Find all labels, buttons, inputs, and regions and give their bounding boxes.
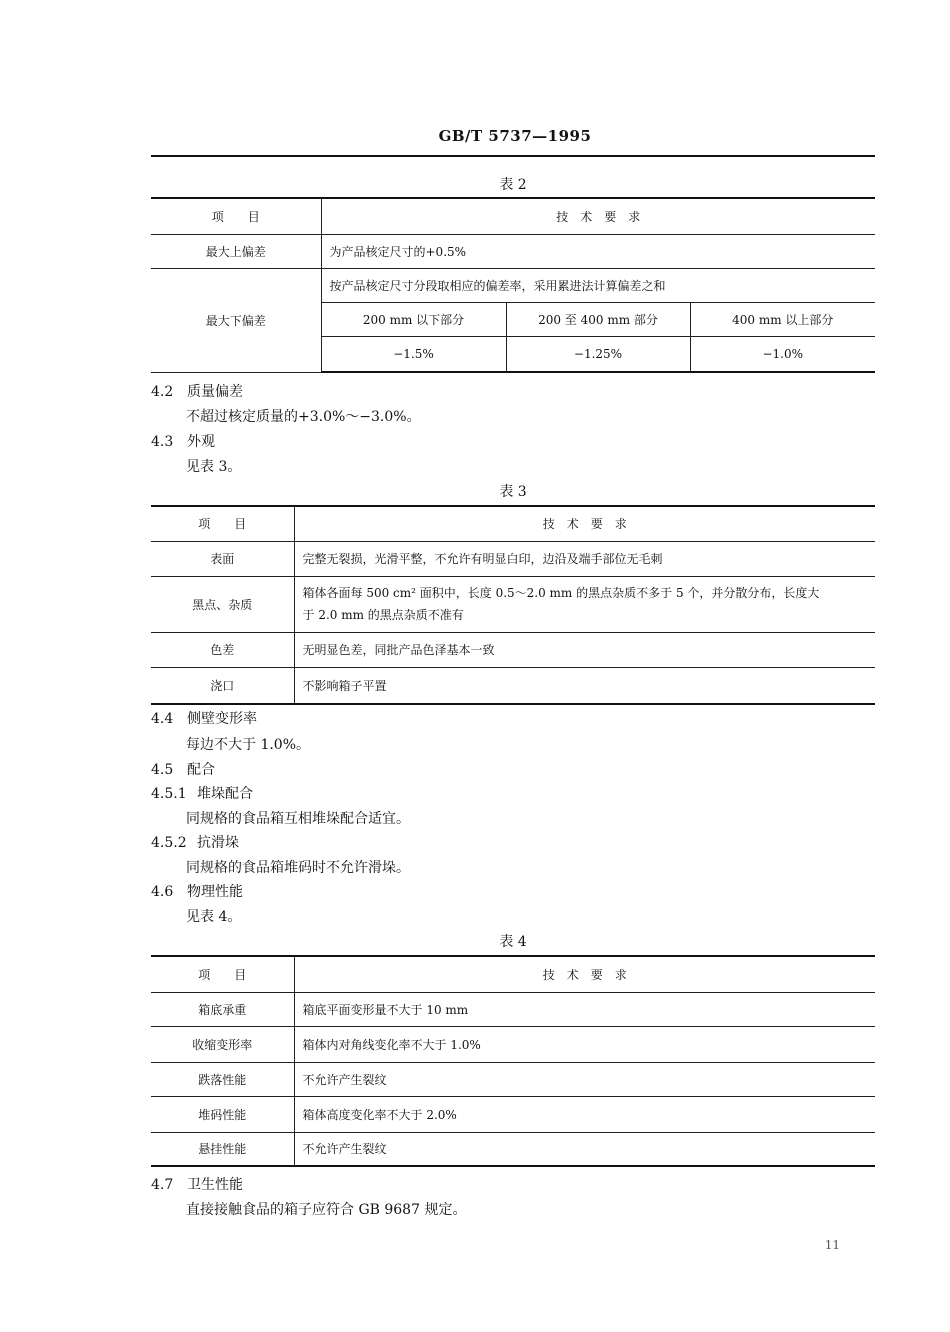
table3-caption: 表 3 bbox=[499, 484, 527, 500]
section-4-3-heading: 4.3 外观 bbox=[151, 434, 215, 450]
table-row bbox=[151, 1132, 875, 1166]
table4 bbox=[151, 955, 875, 1167]
table-row bbox=[151, 576, 875, 632]
header-rule bbox=[151, 155, 875, 157]
table4-req-2: 箱体内对角线变化率不大于 1.0% bbox=[294, 1026, 875, 1062]
section-4-5-heading: 4.5 配合 bbox=[151, 762, 215, 778]
section-4-2-text: 不超过核定质量的+3.0%～−3.0%。 bbox=[186, 409, 421, 425]
table2-req-max-lower: 按产品核定尺寸分段取相应的偏差率，采用累进法计算偏差之和 bbox=[321, 268, 875, 302]
table4-header-req: 技 术 要 求 bbox=[294, 956, 875, 992]
table4-req-5: 不允许产生裂纹 bbox=[294, 1132, 875, 1166]
table-row bbox=[151, 956, 875, 992]
table3-header-req: 技 术 要 求 bbox=[294, 506, 875, 541]
table-row bbox=[151, 1096, 875, 1132]
table3-item-4: 浇口 bbox=[151, 667, 294, 704]
section-4-5-1-text: 同规格的食品箱互相堆垛配合适宜。 bbox=[186, 811, 410, 827]
table-row bbox=[151, 234, 875, 268]
section-4-7-heading: 4.7 卫生性能 bbox=[151, 1177, 243, 1193]
table2-caption: 表 2 bbox=[499, 177, 527, 193]
table2-seg-value-3: −1.0% bbox=[690, 336, 875, 372]
table2-seg-label-2: 200 至 400 mm 部分 bbox=[506, 302, 690, 336]
page-number: 11 bbox=[824, 1238, 840, 1252]
table2-header-req: 技 术 要 求 bbox=[321, 198, 875, 234]
table4-req-1: 箱底平面变形量不大于 10 mm bbox=[294, 992, 875, 1026]
table-row bbox=[151, 632, 875, 667]
table3-req-3: 无明显色差，同批产品色泽基本一致 bbox=[294, 632, 875, 667]
table2-seg-value-2: −1.25% bbox=[506, 336, 690, 372]
section-4-5-1-heading: 4.5.1 堆垛配合 bbox=[151, 786, 253, 802]
table2-seg-label-1: 200 mm 以下部分 bbox=[321, 302, 506, 336]
section-4-3-text: 见表 3。 bbox=[186, 459, 242, 475]
table3 bbox=[151, 505, 875, 705]
table3-item-1: 表面 bbox=[151, 541, 294, 576]
table4-req-4: 箱体高度变化率不大于 2.0% bbox=[294, 1096, 875, 1132]
section-4-6-heading: 4.6 物理性能 bbox=[151, 884, 243, 900]
table4-item-1: 箱底承重 bbox=[151, 992, 294, 1026]
table-row bbox=[151, 198, 875, 234]
table2-seg-value-1: −1.5% bbox=[321, 336, 506, 372]
table-row bbox=[151, 1026, 875, 1062]
table4-item-5: 悬挂性能 bbox=[151, 1132, 294, 1166]
table-row bbox=[151, 268, 875, 302]
table4-item-4: 堆码性能 bbox=[151, 1096, 294, 1132]
table4-header-item: 项 目 bbox=[151, 956, 294, 992]
table3-req-1: 完整无裂损，光滑平整，不允许有明显白印，边沿及端手部位无毛刺 bbox=[294, 541, 875, 576]
table3-item-3: 色差 bbox=[151, 632, 294, 667]
table2-item-max-lower: 最大下偏差 bbox=[151, 268, 321, 372]
table3-header-item: 项 目 bbox=[151, 506, 294, 541]
table4-req-3: 不允许产生裂纹 bbox=[294, 1062, 875, 1096]
table3-req-2: 箱体各面每 500 cm² 面积中，长度 0.5～2.0 mm 的黑点杂质不多于 5 个，并分散分布，长度大 于 2.0 mm 的黑点杂质不准有 bbox=[294, 576, 875, 632]
table4-caption: 表 4 bbox=[499, 934, 527, 950]
table2-seg-label-3: 400 mm 以上部分 bbox=[690, 302, 875, 336]
table2-item-max-upper: 最大上偏差 bbox=[151, 234, 321, 268]
table-row bbox=[151, 506, 875, 541]
table2-header-item: 项 目 bbox=[151, 198, 321, 234]
table3-item-2: 黑点、杂质 bbox=[151, 576, 294, 632]
section-4-6-text: 见表 4。 bbox=[186, 909, 242, 925]
table3-req-4: 不影响箱子平置 bbox=[294, 667, 875, 704]
section-4-5-2-text: 同规格的食品箱堆码时不允许滑垛。 bbox=[186, 860, 410, 876]
section-4-2-heading: 4.2 质量偏差 bbox=[151, 384, 243, 400]
standard-code-header: GB/T 5737—1995 bbox=[438, 127, 592, 145]
table-row bbox=[151, 1062, 875, 1096]
section-4-5-2-heading: 4.5.2 抗滑垛 bbox=[151, 835, 239, 851]
section-4-4-text: 每边不大于 1.0%。 bbox=[186, 737, 311, 753]
section-4-4-heading: 4.4 侧壁变形率 bbox=[151, 711, 257, 727]
table-row bbox=[151, 992, 875, 1026]
table-row bbox=[151, 667, 875, 704]
table-row bbox=[151, 541, 875, 576]
table2-req-max-upper: 为产品核定尺寸的+0.5% bbox=[321, 234, 875, 268]
table4-item-2: 收缩变形率 bbox=[151, 1026, 294, 1062]
section-4-7-text: 直接接触食品的箱子应符合 GB 9687 规定。 bbox=[186, 1202, 467, 1218]
table4-item-3: 跌落性能 bbox=[151, 1062, 294, 1096]
table2 bbox=[151, 197, 875, 373]
